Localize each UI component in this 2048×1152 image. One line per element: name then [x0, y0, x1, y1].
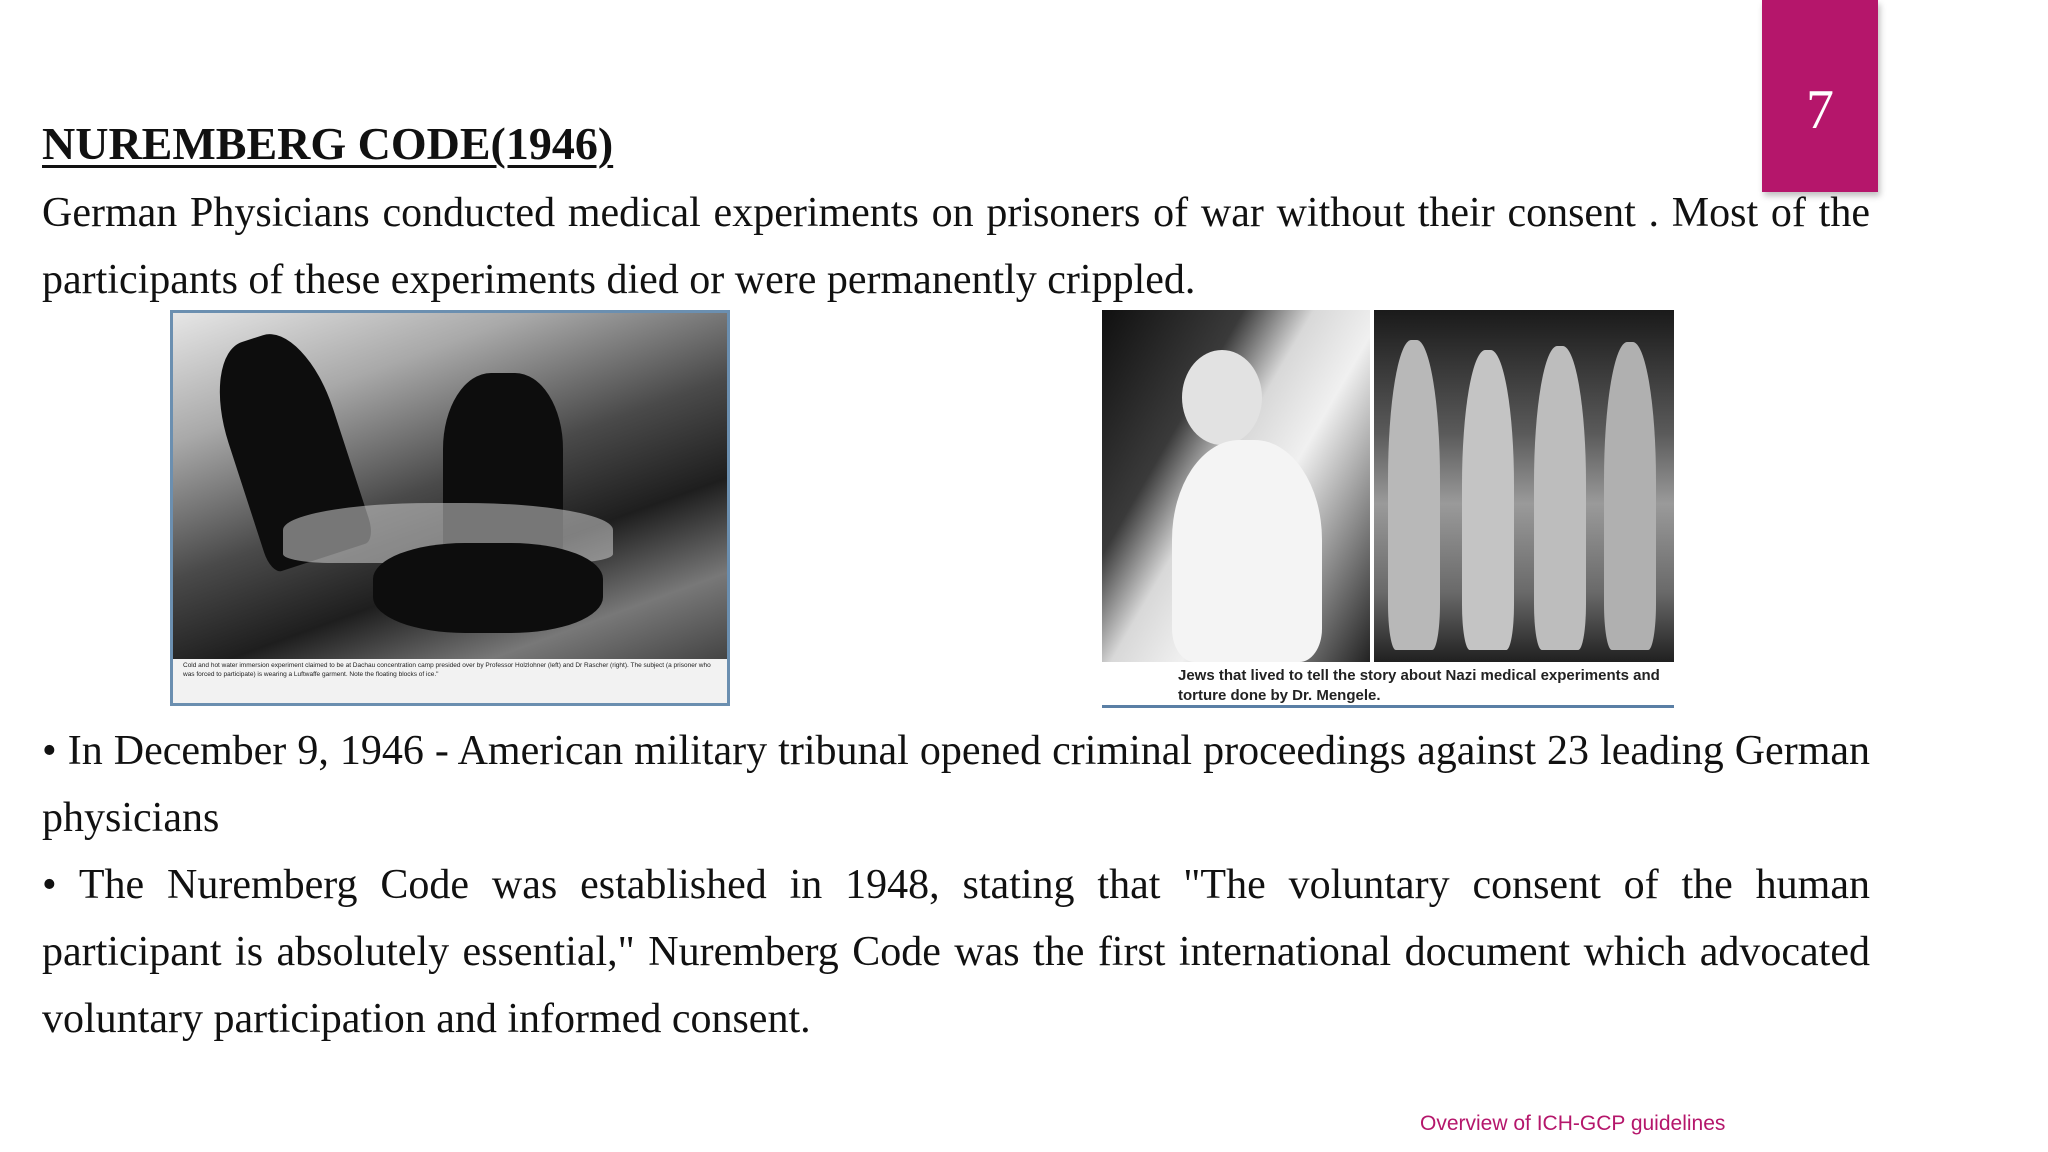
- right-photo-caption: Jews that lived to tell the story about Nazi medical experiments and torture done by Dr. Mengele.: [1102, 662, 1674, 708]
- doctor-portrait: [1102, 310, 1370, 662]
- photo-scene: [173, 313, 727, 665]
- immersion-experiment-photo: [170, 310, 730, 706]
- intro-paragraph: German Physicians conducted medical experiments on prisoners of war without their consent . Most of the participants of these experiments died or were permanently crippled.: [42, 190, 1870, 303]
- bullet-code-established: • The Nuremberg Code was established in 1948, stating that "The voluntary consent of the human participant is absolutely essential," Nuremberg Code was the first international document which advocated voluntary participation and informed consent.: [42, 862, 1870, 1042]
- slide-title: NUREMBERG CODE(1946): [42, 118, 614, 169]
- survivors-portrait: [1374, 310, 1674, 662]
- mengele-survivors-photo: [1102, 310, 1674, 708]
- footer-text: Overview of ICH-GCP guidelines: [1420, 1112, 1726, 1135]
- left-photo-caption: Cold and hot water immersion experiment claimed to be at Dachau concentration camp presided over by Professor Holzlohner (left) and Dr Rascher (right). The subject (a prisoner who was forced to participate) is wearing a Luftwaffe garment. Note the floating blocks of ice.": [173, 659, 727, 703]
- bullet-tribunal: • In December 9, 1946 - American military tribunal opened criminal proceedings against 23 leading German physicians: [42, 728, 1870, 841]
- page-number: 7: [1806, 79, 1834, 141]
- page-number-badge: [1762, 0, 1878, 192]
